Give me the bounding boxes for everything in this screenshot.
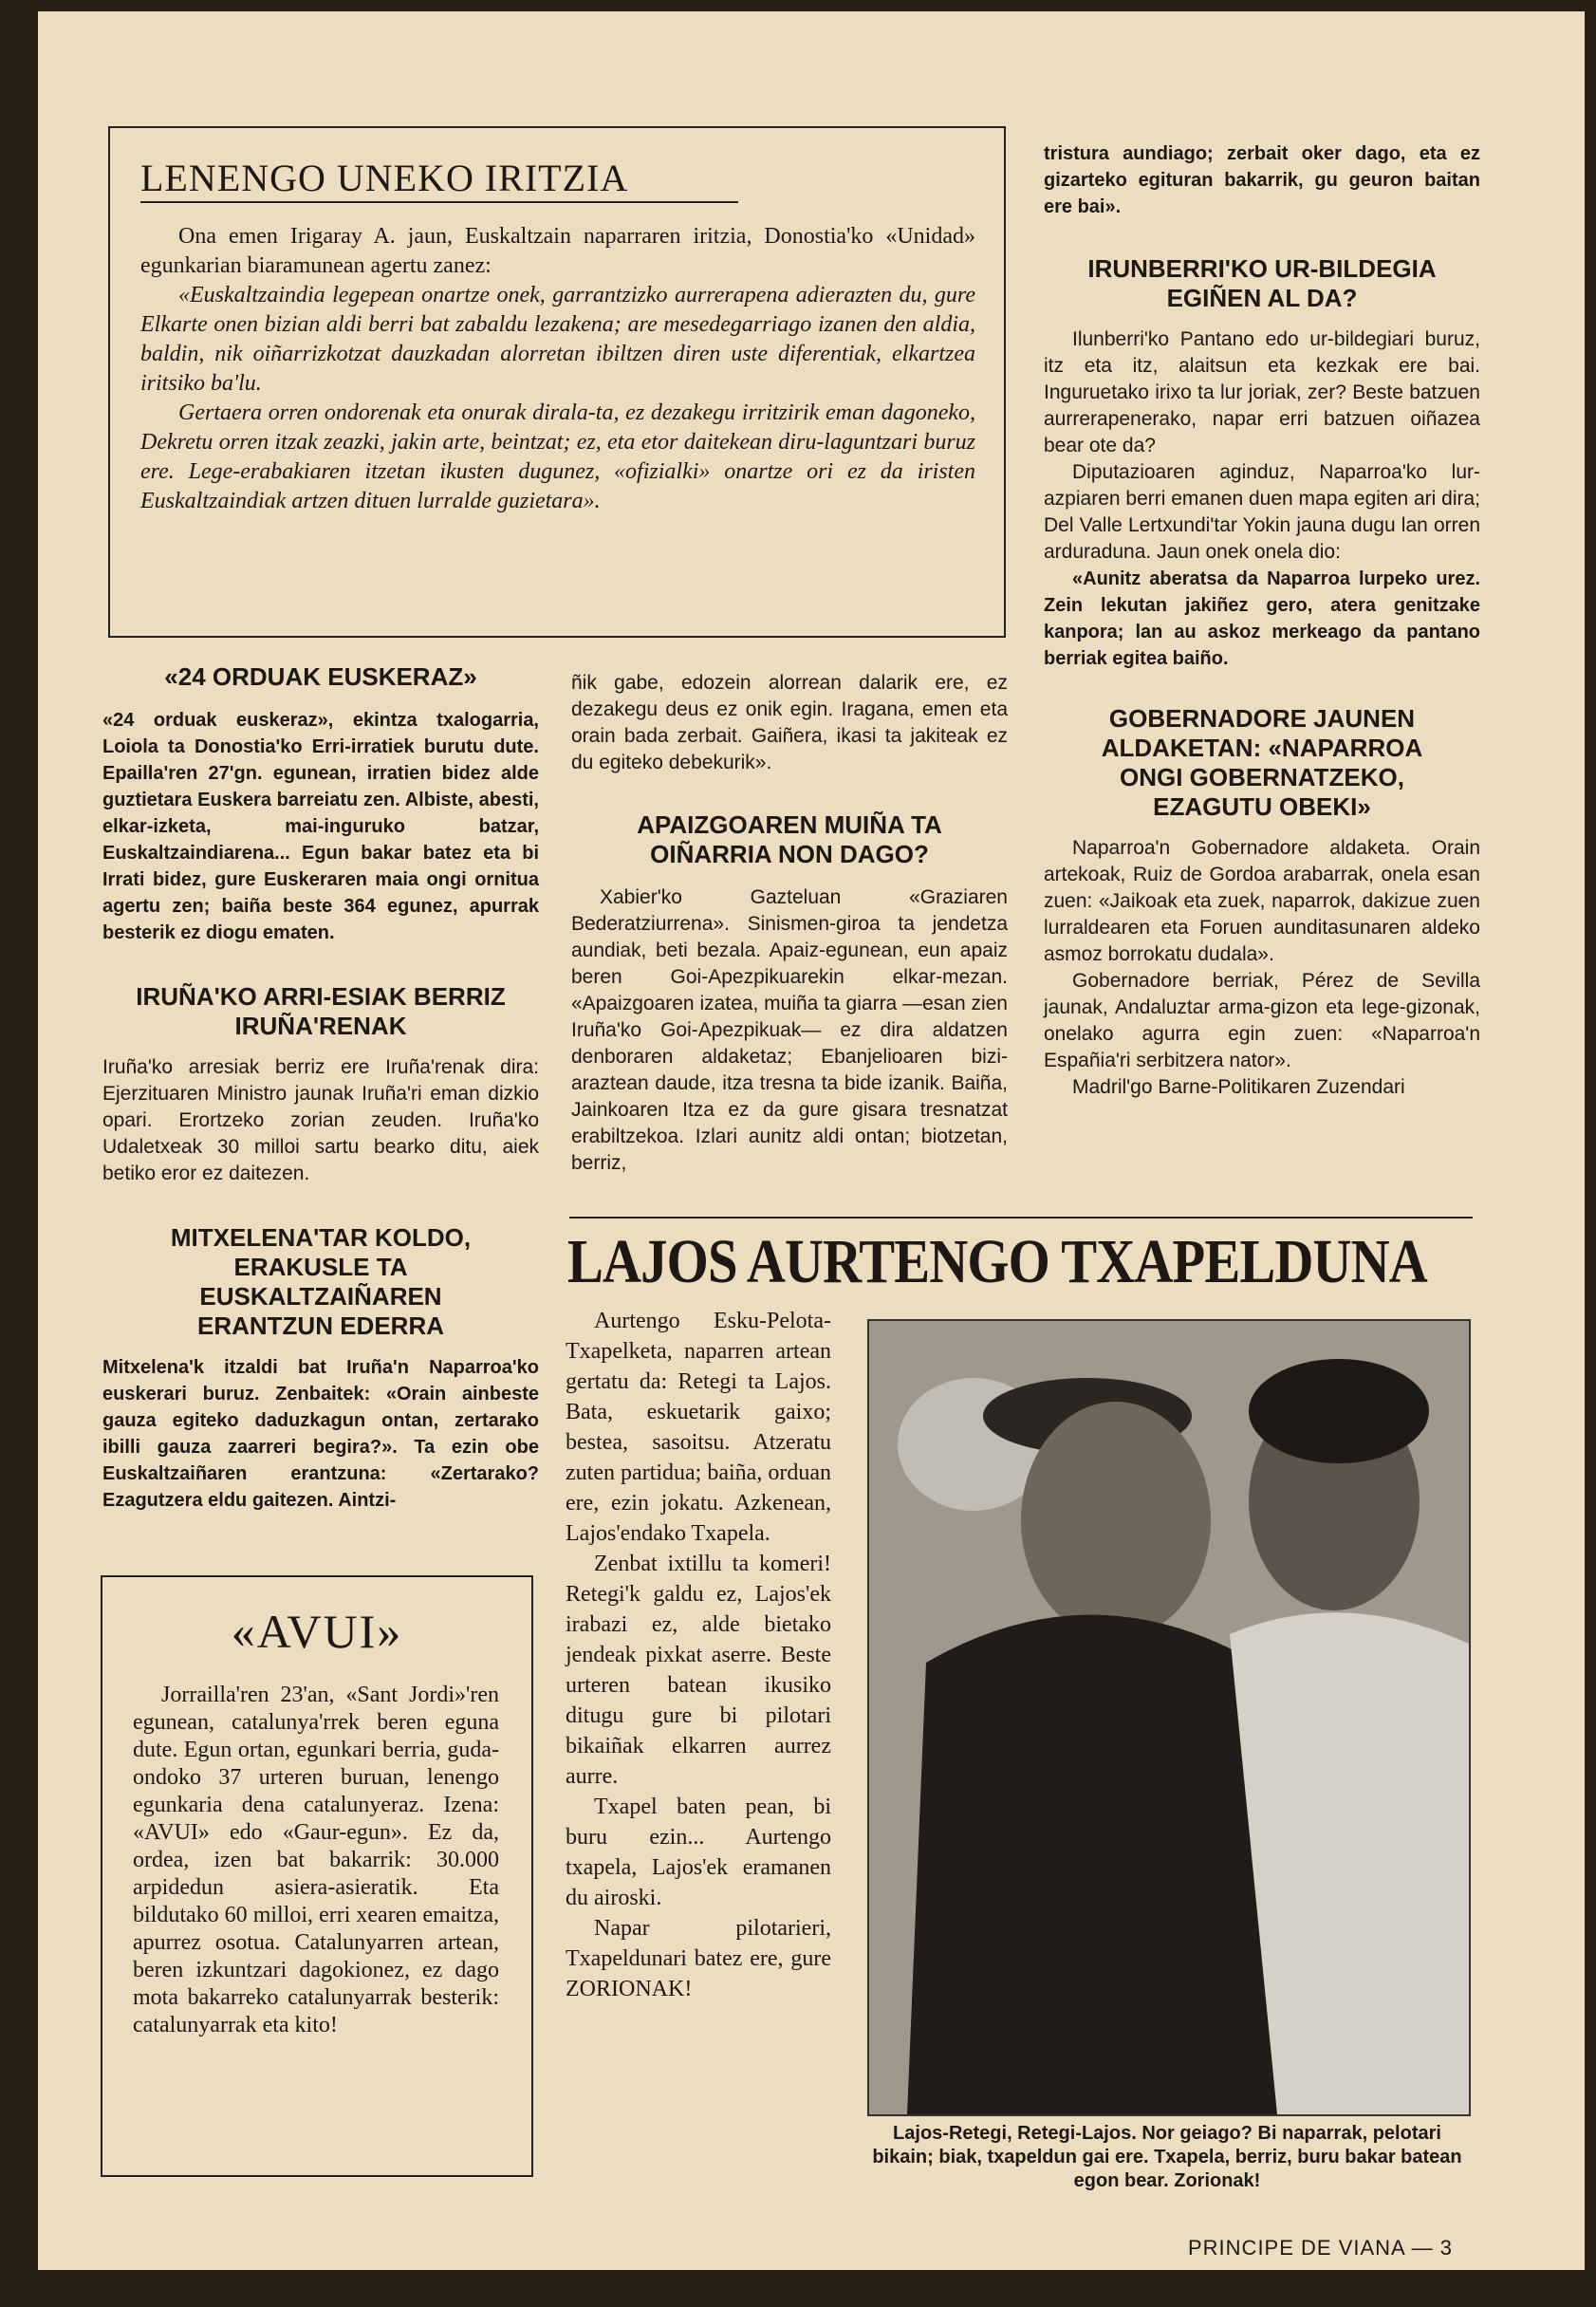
section-text: Xabier'ko Gazteluan «Graziaren Bederatziurrena». Sinismen-giroa ta jendetza aundiak, beti bezala. Apaiz-egunean, eun apaiz beren Goi-Apezpikuarekin elkar-mezan. «Apaizgoaren izatea, muiña ta giarra —esan zien Iruña'ko Goi-Apezpikuak— ez dira aldatzen denboraren aldaketaz; Ebanjelioaren bizi-araztean daude, itza tresna ta bide izanik. Baiña, Jainkoaren Itza ez da gure gisara tresnatzat erabiltzekoa. Izlari aunitz aldi ontan; biotzetan, berriz,	[571, 886, 1008, 1174]
section-text: «24 orduak euskeraz», ekintza txalogarria, Loiola ta Donostia'ko Erri-irratiek burutu dute. Epailla'ren 27'gn. egunean, irratien bidez alde guztietara Euskera barreiatu zen. Albiste, abesti, elkar-izketa, mai-inguruko batzar, Euskaltzaindiarena... Egun bakar batez eta bi Irrati bidez, gure Euskeraren maia ongi ornitua agertu zen; baiña beste 364 egunez, apurrak besterik ez diogu ematen.	[102, 710, 539, 943]
section-divider	[569, 1217, 1473, 1219]
section-text: Naparroa'n Gobernadore aldaketa. Orain artekoak, Ruiz de Gordoa arabarrak, onela esan zuen: «Jaikoak eta zuek, naparrok, dakizue zuen lurraldearen eta Foruen aunditasunaren aldeko asmoz borrokatu dudala».	[1044, 837, 1480, 965]
section-text: Diputazioaren aginduz, Naparroa'ko lur-azpiaren berri emanen duen mapa egiten ari dira; Del Valle Lertxundi'tar Yokin jauna dugu lan orren arduraduna. Jaun onek onela dio:	[1044, 461, 1480, 563]
section-heading: MITXELENA'TAR KOLDO, ERAKUSLE TA EUSKALTZAIÑAREN ERANTZUN EDERRA	[170, 1223, 472, 1340]
pelota-players-photo	[867, 1319, 1471, 2116]
section-text: Ilunberri'ko Pantano edo ur-bildegiari buruz, itz eta itz, alaitsun eta kezkak ere bai. Inguruetako irixo ta lur joriak, zer? Beste batzuen aurrerapenerako, napar erri batzuen oiñazea bear ote da?	[1044, 328, 1480, 456]
section-heading: IRUÑA'KO ARRI-ESIAK BERRIZ IRUÑA'RENAK	[136, 982, 506, 1040]
avui-title: «AVUI»	[231, 1605, 403, 1658]
section-text: Iruña'ko arresiak berriz ere Iruña'renak dira: Ejerzituaren Ministro jaunak Iruña'ri eman dizkio opari. Erortzeko zorian zeuden. Iruña'ko Udaletxeak 30 milloi sartu bearko ditu, aiek betiko eror ez daitezen.	[102, 1056, 539, 1184]
lajos-text: Txapel baten pean, bi buru ezin... Aurtengo txapela, Lajos'ek eramanen du airoski.	[566, 1795, 831, 1910]
section-text: ñik gabe, edozein alorrean dalarik ere, ez dezakegu deus ez onik egin. Iragana, emen eta orain bada zerbait. Gaiñera, ikasi ta jakiteak ez du egiteko debekurik».	[571, 672, 1008, 773]
opinion-title: LENENGO UNEKO IRITZIA	[140, 157, 629, 199]
section-heading: «24 ORDUAK EUSKERAZ»	[164, 662, 477, 691]
lajos-text: Zenbat ixtillu ta komeri! Retegi'k galdu ez, Lajos'ek irabazi ez, alde bietako jendeak pixkat aserre. Beste urteren batean ikusiko ditugu gure bi pilotari bikaiñak elkarren aurrez aurre.	[566, 1552, 831, 1789]
photo-caption: Lajos-Retegi, Retegi-Lajos. Nor geiago? Bi naparrak, pelotari bikain; biak, txapeldun gai ere. Txapela, berriz, buru bakar batean egon bear. Zorionak!	[872, 2123, 1462, 2191]
section-text: Mitxelena'k itzaldi bat Iruña'n Naparroa'ko euskerari buruz. Zenbaitek: «Orain ainbeste gauza egiteko daduzkagun ontan, zertarako ibilli gauza zaarreri begira?». Ta ezin obe Euskaltzaiñaren erantzuna: «Zertarako? Ezagutzera eldu gaitezen. Aintzi-	[102, 1357, 539, 1511]
avui-text: Jorrailla'ren 23'an, «Sant Jordi»'ren egunean, catalunya'rrek beren eguna dute. Egun ortan, egunkari berria, guda-ondoko 37 urteren buruan, lenengo egunkaria dena catalunyeraz. Izena: «AVUI» edo «Gaur-egun». Ez da, ordea, izen bat bakarrik: 30.000 arpidedun asiera-asieratik. Eta bildutako 60 milloi, erri xearen emaitza, apurrez osotua. Catalunyarren artean, beren izkuntzari dagokionez, ez dago mota bakarreko catalunyarrak besterik: catalunyarrak eta kito!	[133, 1683, 499, 2037]
opinion-intro: Ona emen Irigaray A. jaun, Euskaltzain naparraren iritzia, Donostia'ko «Unidad» egunkarian biaramunean agertu zanez:	[140, 224, 975, 278]
lajos-text: Napar pilotarieri, Txapeldunari batez ere, gure ZORIONAK!	[566, 1916, 831, 2001]
lajos-article	[566, 1306, 831, 2004]
photo-illustration	[869, 1321, 1469, 2114]
title-underline	[140, 201, 738, 203]
section-text: Madril'go Barne-Politikaren Zuzendari	[1072, 1076, 1405, 1098]
opinion-quote-1: «Euskaltzaindia legepean onartze onek, garrantzizko aurrerapena adierazten du, gure Elkarte onen bizian aldi berri bat zabaldu lezakena; are mesedegarriago izanen den aldia, baldin, nik oiñarrizkotzat dauzkadan alorretan ibiltzen diren uste diferentiak, elkartzea iritsiko ba'lu.	[140, 283, 975, 396]
column-2	[571, 670, 1008, 1177]
column-3	[1044, 140, 1480, 1101]
section-heading: GOBERNADORE JAUNEN ALDAKETAN: «NAPARROA ONGI GOBERNATZEKO, EZAGUTU OBEKI»	[1101, 704, 1423, 821]
column-1	[102, 662, 539, 1514]
section-text: tristura aundiago; zerbait oker dago, eta ez gizarteko egituran bakarrik, gu geuron baitan ere bai».	[1044, 143, 1480, 217]
lajos-headline: LAJOS AURTENGO TXAPELDUNA	[567, 1227, 1427, 1296]
lajos-text: Aurtengo Esku-Pelota-Txapelketa, naparren artean gertatu da: Retegi ta Lajos. Bata, eskuetarik gaixo; bestea, sasoitsu. Atzeratu zuten partidua; baiña, orduan ere, ezin jokatu. Azkenean, Lajos'endako Txapela.	[566, 1309, 831, 1546]
opinion-quote-2: Gertaera orren ondorenak eta onurak dirala-ta, ez dezakegu irritzirik eman dagoneko, Dekretu orren itzak zeazki, jakin arte, beintzat; ez, eta etor daitekean diru-laguntzari buruz ere. Lege-erabakiaren itzetan ikusten dugunez, «ofizialki» onartze ori ez da iristen Euskaltzaindiak artzen dituen lurralde guzietara».	[140, 400, 975, 513]
section-heading: APAIZGOAREN MUIÑA TA OIÑARRIA NON DAGO?	[637, 810, 942, 868]
section-text: Gobernadore berriak, Pérez de Sevilla jaunak, Andaluztar arma-gizon eta lege-gizonak, onelako agurra egin zuen: «Naparroa'n Españia'ri serbitzera nator».	[1044, 970, 1480, 1071]
section-text: «Aunitz aberatsa da Naparroa lurpeko urez. Zein lekutan jakiñez gero, atera genitzake kanpora; lan au askoz merkeago da pantano berriak egitea baiño.	[1044, 568, 1480, 669]
page-footer: PRINCIPE DE VIANA — 3	[1188, 2236, 1453, 2260]
opinion-body	[140, 222, 975, 516]
section-heading: IRUNBERRI'KO UR-BILDEGIA EGIÑEN AL DA?	[1087, 254, 1437, 312]
